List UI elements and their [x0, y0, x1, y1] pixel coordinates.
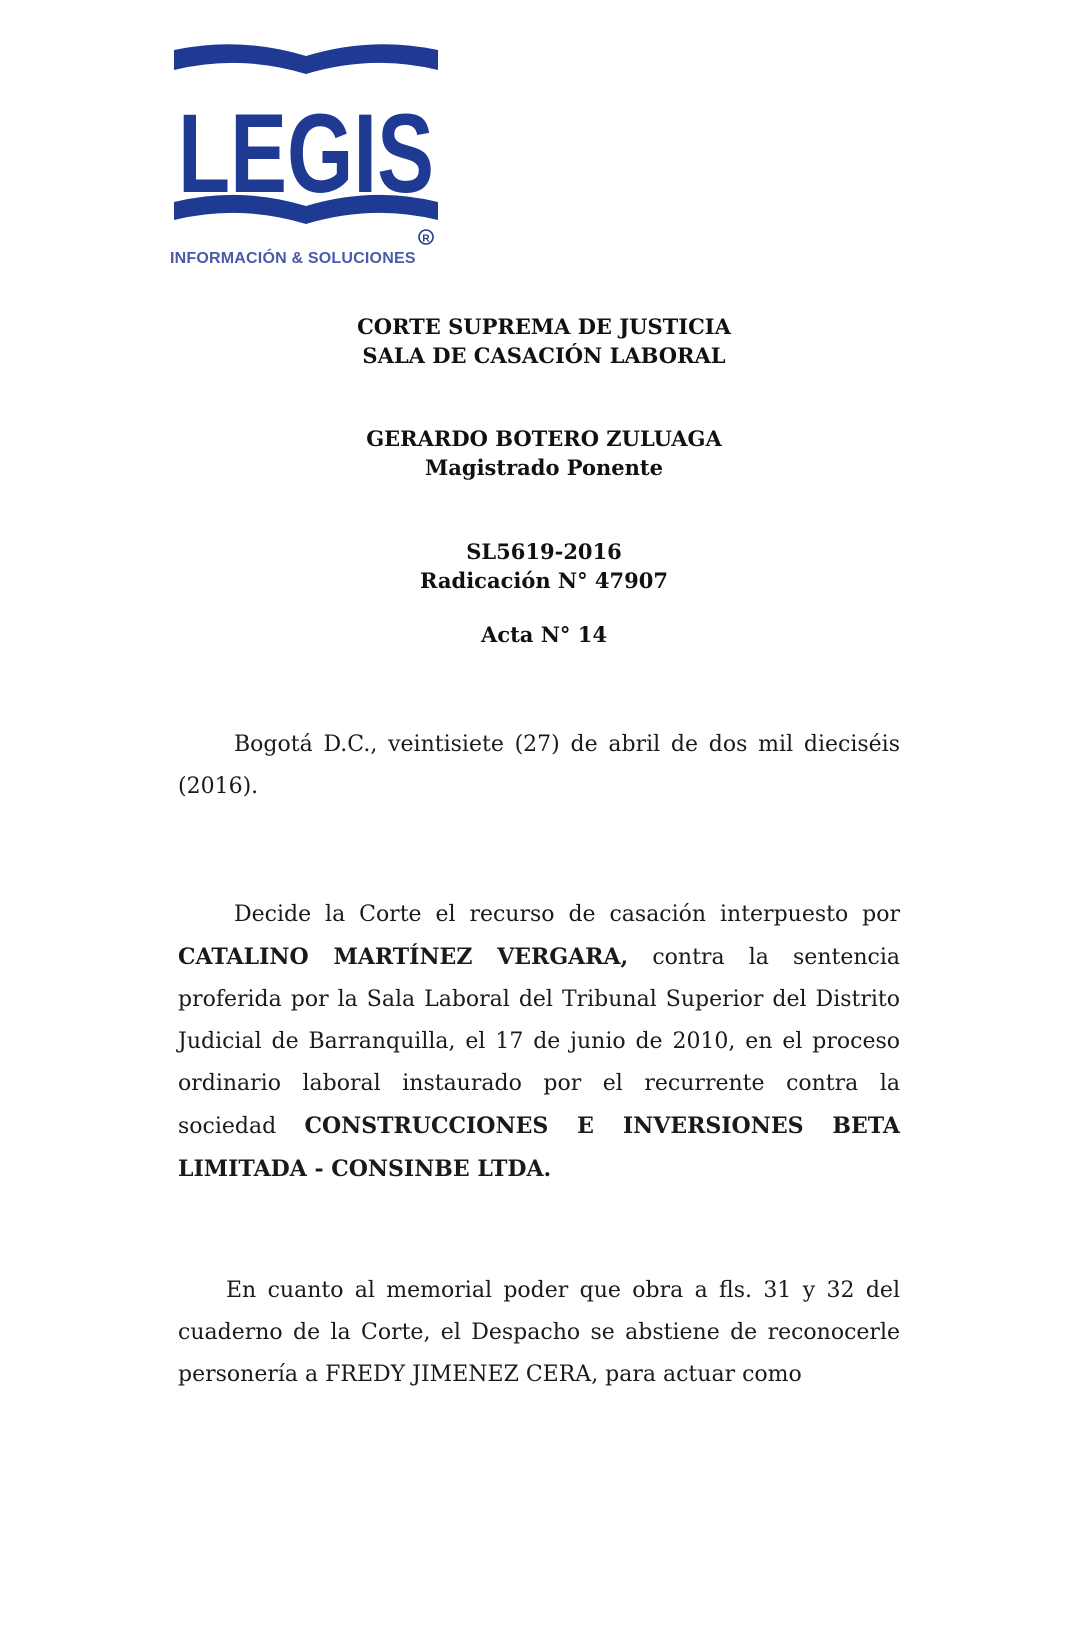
- logo-tagline: INFORMACIÓN & SOLUCIONES: [170, 250, 416, 267]
- court-header: [0, 312, 1088, 370]
- appellant-name: CATALINO MARTÍNEZ VERGARA,: [178, 944, 629, 970]
- decision-middle-text: contra la sentencia proferida por la Sala Laboral del Tribunal Superior del Distrito Judicial de Barranquilla, el 17 de junio de 2010, en el proceso ordinario laboral instaurado por el recurrente contra la sociedad: [178, 945, 901, 1139]
- decision-paragraph: [178, 894, 900, 1191]
- legis-wordmark: LEGIS: [178, 91, 434, 216]
- decision-intro-text: Decide la Corte el recurso de casación interpuesto por: [234, 902, 900, 927]
- memorial-paragraph: En cuanto al memorial poder que obra a fls. 31 y 32 del cuaderno de la Corte, el Despacho se abstiene de reconocerle personería a FREDY JIMENEZ CERA, para actuar como: [178, 1278, 900, 1387]
- case-number: SL5619-2016: [466, 539, 622, 564]
- legis-book-logo-graphic: [170, 44, 442, 249]
- date-paragraph: Bogotá D.C., veintisiete (27) de abril de dos mil dieciséis (2016).: [178, 732, 900, 799]
- legis-logo: [170, 44, 442, 274]
- acta-number: Acta N° 14: [481, 622, 607, 647]
- case-header: [0, 537, 1088, 595]
- acta-header: [0, 620, 1088, 649]
- registered-r-letter: R: [422, 233, 430, 245]
- magistrate-role: Magistrado Ponente: [425, 455, 663, 480]
- top-book-arc-shape: [174, 44, 438, 74]
- chamber-name: SALA DE CASACIÓN LABORAL: [362, 343, 726, 368]
- defendant-name: CONSTRUCCIONES E INVERSIONES BETA LIMITADA - CONSINBE LTDA.: [178, 1113, 901, 1182]
- radicacion-number: Radicación N° 47907: [419, 568, 668, 593]
- court-name: CORTE SUPREMA DE JUSTICIA: [357, 314, 731, 339]
- magistrate-name: GERARDO BOTERO ZULUAGA: [366, 426, 722, 451]
- magistrate-header: [0, 424, 1088, 482]
